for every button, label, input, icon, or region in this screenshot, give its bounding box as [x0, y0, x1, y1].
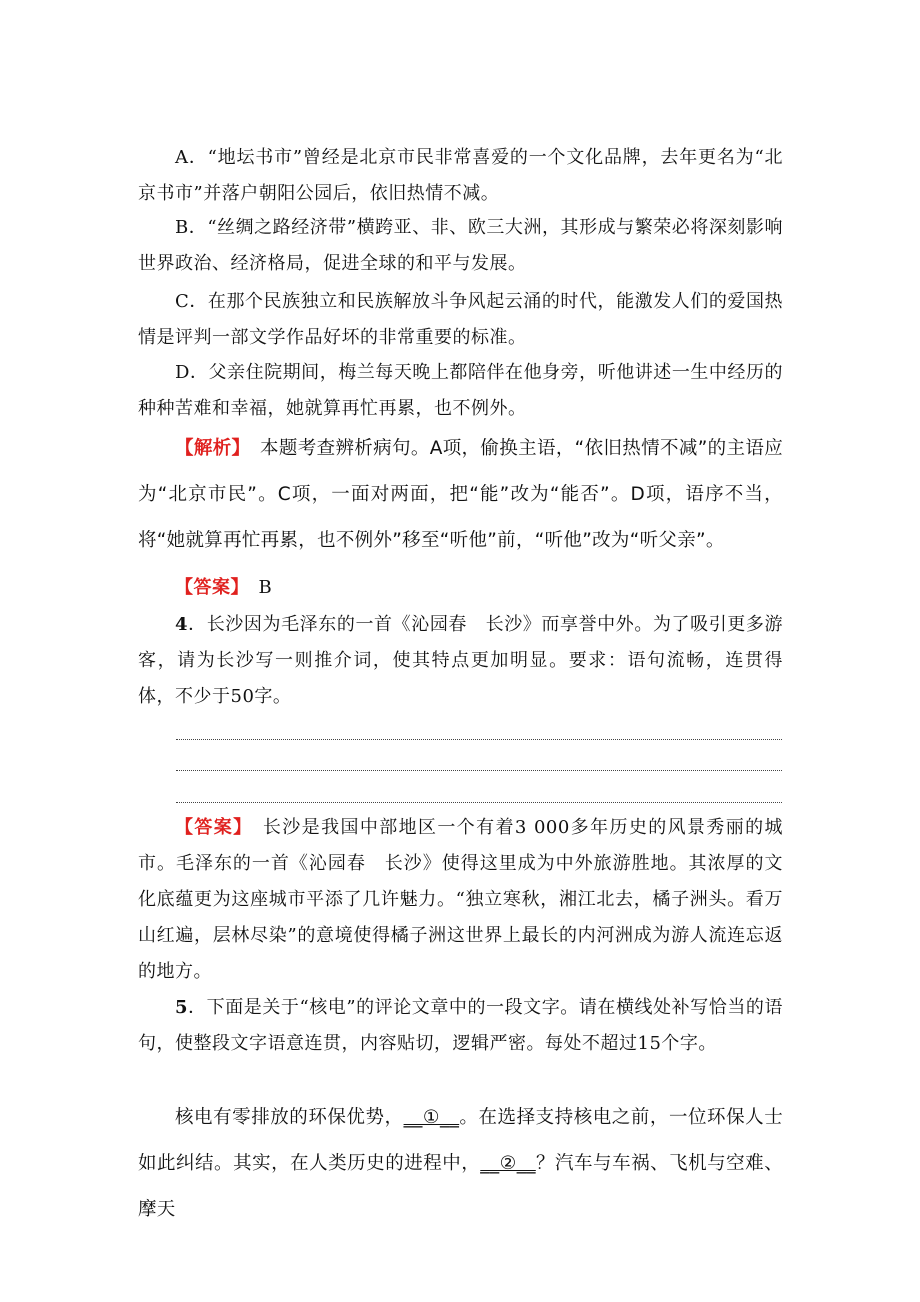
- option-d: [138, 355, 783, 427]
- passage-part-2: 。在选择支持核电之前，一位环保人士如此纠结。其实，在人类历史的进程中，: [138, 1107, 783, 1174]
- option-a-label: A．: [175, 147, 208, 168]
- option-c-text: 在那个民族独立和民族解放斗争风起云涌的时代，能激发人们的爱国热情是评判一部文学作品好坏的非常重要的标准。: [138, 291, 783, 348]
- question-4-number: 4: [175, 614, 189, 635]
- option-b: [138, 210, 783, 282]
- analysis-paragraph: [138, 426, 783, 564]
- passage: [138, 1095, 783, 1233]
- option-b-text: “丝绸之路经济带”横跨亚、非、欧三大洲，其形成与繁荣必将深刻影响世界政治、经济格局，促进全球的和平与发展。: [138, 217, 783, 274]
- answer-4-text: 长沙是我国中部地区一个有着3 000多年历史的风景秀丽的城市。毛泽东的一首《沁园春 长沙》使得这里成为中外旅游胜地。其浓厚的文化底蕴更为这座城市平添了几许魅力。“独立寒秋，湘江北去，橘子洲头。看万山红遍，层林尽染”的意境使得橘子洲这世界上最长的内河洲成为游人流连忘返的地方。: [138, 817, 784, 982]
- question-4-text: ．长沙因为毛泽东的一首《沁园春 长沙》而享誉中外。为了吸引更多游客，请为长沙写一则推介词，使其特点更加明显。要求：语句流畅，连贯得体，不少于50字。: [138, 614, 783, 707]
- option-d-text: 父亲住院期间，梅兰每天晚上都陪伴在他身旁，听他讲述一生中经历的种种苦难和幸福，她就算再忙再累，也不例外。: [138, 362, 783, 419]
- question-4: [138, 607, 783, 715]
- blank-1[interactable]: __①__: [403, 1107, 460, 1128]
- blank-2[interactable]: __②__: [480, 1153, 536, 1174]
- answer-line-2[interactable]: [176, 770, 782, 771]
- answer-3: [138, 570, 783, 606]
- passage-part-3: ？汽车与车祸、飞机与空难、摩天: [138, 1153, 783, 1220]
- answer-line-1[interactable]: [176, 739, 782, 740]
- answer-line-3[interactable]: [176, 802, 782, 803]
- answer-3-text: B: [258, 577, 273, 598]
- analysis-text: 本题考查辨析病句。A项，偷换主语，“依旧热情不减”的主语应为“北京市民”。C项，一面对两面，把“能”改为“能否”。D项，语序不当，将“她就算再忙再累，也不例外”移至“听他”前，“听他”改为“听父亲”。: [138, 438, 784, 551]
- option-a: [138, 140, 783, 212]
- option-c: [138, 284, 783, 356]
- option-b-label: B．: [175, 217, 208, 238]
- answer-4-tag: 【答案】: [175, 817, 244, 838]
- analysis-tag: 【解析】: [175, 438, 242, 459]
- question-5-text: ．下面是关于“核电”的评论文章中的一段文字。请在横线处补写恰当的语句，使整段文字语意连贯，内容贴切，逻辑严密。每处不超过15个字。: [138, 997, 783, 1054]
- question-5: [138, 990, 783, 1062]
- answer-4: [138, 810, 783, 990]
- option-d-label: D．: [175, 362, 209, 383]
- option-a-text: “地坛书市”曾经是北京市民非常喜爱的一个文化品牌，去年更名为“北京书市”并落户朝阳公园后，依旧热情不减。: [138, 147, 784, 204]
- passage-part-1: 核电有零排放的环保优势，: [175, 1107, 404, 1128]
- question-5-number: 5: [175, 997, 189, 1018]
- option-c-label: C．: [175, 291, 208, 312]
- answer-3-tag: 【答案】: [175, 577, 240, 598]
